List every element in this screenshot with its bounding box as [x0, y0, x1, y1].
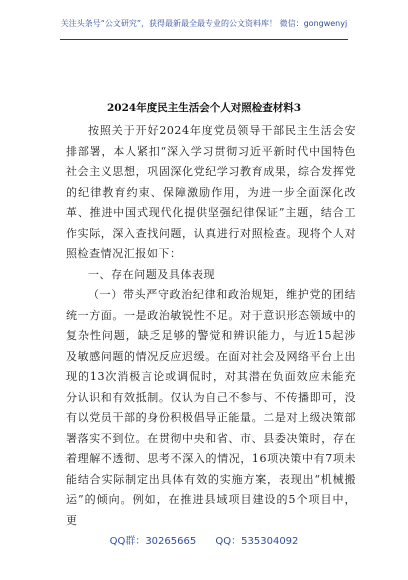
top-banner: 关注头条号“公文研究”，获得最新最全最专业的公文资料库！ 微信：gongwenyj: [60, 19, 348, 28]
body-paragraph: （一）带头严守政治纪律和政治规矩，维护党的团结统一方面。一是政治敏锐性不足。对于意识形态领域中的复杂性问题，缺乏足够的警觉和辨识能力，与近15起涉及敏感问题的情况反应迟缓。在面对社会及网络平台上出现的13次消极言论或调侃时，对其潜在负面效应未能充分认识和有效抵制。仅认为自己不参与、不传播即可，没有以党员干部的身份积极倡导正能量。二是对上级决策部署落实不到位。在贯彻中央和省、市、县委决策时，存在着理解不透彻、思考不深入的情况，16项决策中有7项未能结合实际制定出具体有效的实施方案，表现出“机械搬运”的倾向。例如，在推进县域项目建设的5个项目中，更: [66, 288, 356, 527]
header-divider: [60, 39, 348, 40]
intro-paragraph: 按照关于开好2024年度党员领导干部民主生活会安排部署，本人紧扣“深入学习贯彻习近平新时代中国特色社会主义思想，巩固深化党纪学习教育成果，综合发挥党的纪律教育约束、保障激励作用，为进一步全面深化改革、推进中国式现代化提供坚强纪律保证”主题，结合工作实际，深入查找问题，认真进行对照检查。现将个人对照检查情况汇报如下：: [66, 124, 356, 260]
footer-qq: QQ：535304092: [215, 536, 299, 547]
footer-qq-group: QQ群：30265665: [109, 536, 197, 547]
document-title: 2024年度民主生活会个人对照检查材料3: [106, 102, 302, 114]
section-heading: 一、存在问题及具体表现: [88, 267, 216, 281]
footer-contact: [0, 535, 408, 549]
document-body: [66, 121, 356, 531]
